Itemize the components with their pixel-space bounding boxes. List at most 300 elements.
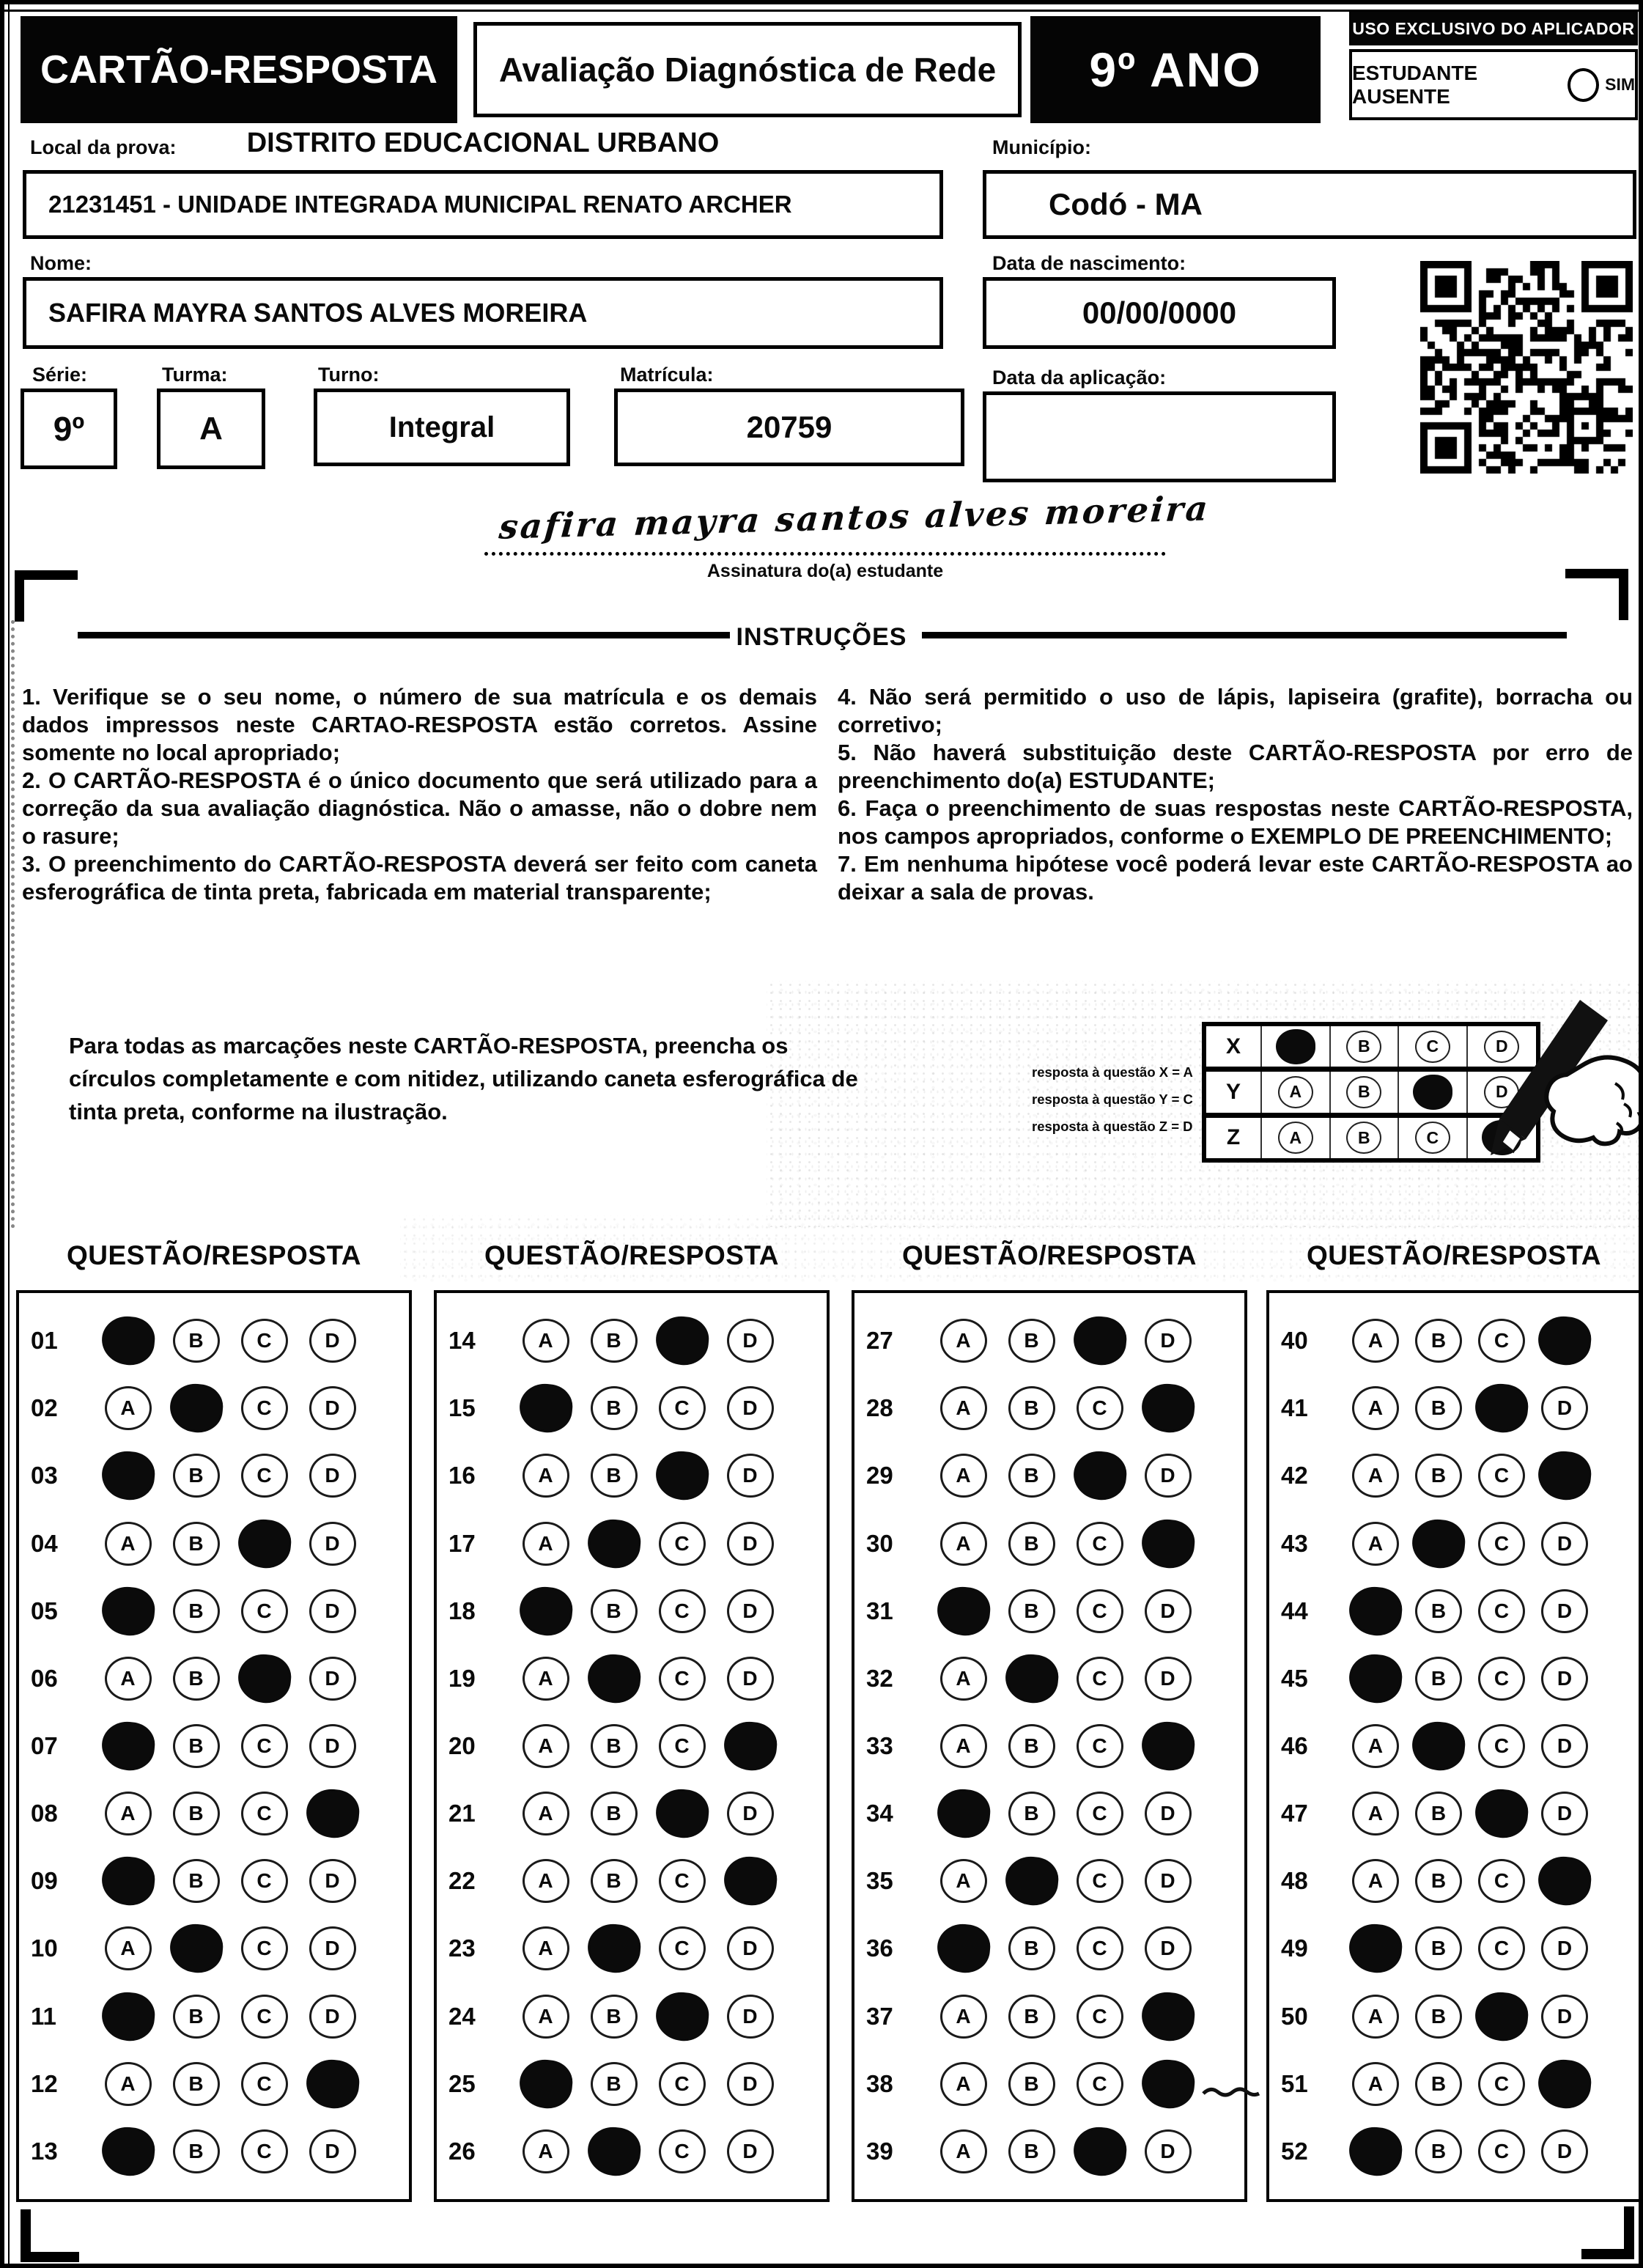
answer-cell <box>648 1317 716 1365</box>
bubble-23-C[interactable]: C <box>659 1926 706 1970</box>
example-bubble: A <box>1278 1122 1313 1154</box>
bubble-10-B-filled[interactable] <box>168 1922 224 1975</box>
stray-pen-mark <box>1202 2083 1260 2101</box>
bubble-07-B[interactable]: B <box>173 1724 220 1768</box>
bubble-26-D[interactable]: D <box>727 2129 774 2173</box>
bubble-21-A[interactable]: A <box>523 1792 569 1836</box>
question-number: 22 <box>448 1867 476 1895</box>
bubble-10-C[interactable]: C <box>241 1926 288 1970</box>
answer-cell <box>1533 1724 1596 1768</box>
bubble-27-D[interactable]: D <box>1145 1319 1192 1363</box>
answer-row <box>437 1992 827 2041</box>
bubble-48-D-filled[interactable] <box>1536 1855 1592 1907</box>
bubble-49-C[interactable]: C <box>1478 1926 1525 1970</box>
bubble-24-C-filled[interactable] <box>654 1990 710 2043</box>
bubble-44-A-filled[interactable] <box>1347 1585 1403 1638</box>
turma-field <box>157 389 265 469</box>
bubble-29-C-filled[interactable] <box>1071 1449 1128 1502</box>
bubble-46-B-filled[interactable] <box>1410 1720 1466 1772</box>
answer-cell <box>997 1589 1066 1633</box>
bubble-17-A[interactable]: A <box>523 1522 569 1566</box>
bubble-47-B[interactable]: B <box>1415 1792 1462 1836</box>
bubble-12-C[interactable]: C <box>241 2062 288 2106</box>
question-number: 32 <box>866 1664 893 1692</box>
bubble-07-D[interactable]: D <box>309 1724 356 1768</box>
bubble-19-C[interactable]: C <box>659 1657 706 1701</box>
bubble-17-B-filled[interactable] <box>586 1517 642 1570</box>
answer-row <box>437 1520 827 1568</box>
bubble-24-B[interactable]: B <box>591 1995 638 2039</box>
answer-row <box>854 1520 1244 1568</box>
bubble-19-A[interactable]: A <box>523 1657 569 1701</box>
bubble-40-C[interactable]: C <box>1478 1319 1525 1363</box>
bubble-32-C[interactable]: C <box>1077 1657 1123 1701</box>
answer-cell <box>929 1859 997 1903</box>
bubble-31-D[interactable]: D <box>1145 1589 1192 1633</box>
bubble-34-C[interactable]: C <box>1077 1792 1123 1836</box>
bubble-52-D[interactable]: D <box>1541 2129 1588 2173</box>
bubble-03-C[interactable]: C <box>241 1454 288 1498</box>
answer-cell <box>1134 1859 1202 1903</box>
bubble-16-C-filled[interactable] <box>654 1449 710 1502</box>
question-number: 35 <box>866 1867 893 1895</box>
bubble-36-D[interactable]: D <box>1145 1926 1192 1970</box>
bubble-22-B[interactable]: B <box>591 1859 638 1903</box>
bubble-18-D[interactable]: D <box>727 1589 774 1633</box>
bubble-22-C[interactable]: C <box>659 1859 706 1903</box>
bubble-14-D[interactable]: D <box>727 1319 774 1363</box>
bubble-38-A[interactable]: A <box>940 2062 987 2106</box>
bubble-42-C[interactable]: C <box>1478 1454 1525 1498</box>
bubble-11-D[interactable]: D <box>309 1995 356 2039</box>
answer-row <box>854 1587 1244 1635</box>
bubble-16-D[interactable]: D <box>727 1454 774 1498</box>
bubble-26-B-filled[interactable] <box>586 2125 642 2178</box>
aplicador-panel <box>1349 12 1638 120</box>
bubble-29-D[interactable]: D <box>1145 1454 1192 1498</box>
answer-row <box>437 1722 827 1770</box>
bubble-44-C[interactable]: C <box>1478 1589 1525 1633</box>
bubble-32-D[interactable]: D <box>1145 1657 1192 1701</box>
bubble-45-C[interactable]: C <box>1478 1657 1525 1701</box>
answer-cell <box>230 1724 298 1768</box>
bubble-50-C-filled[interactable] <box>1473 1990 1529 2043</box>
bubble-42-A[interactable]: A <box>1352 1454 1399 1498</box>
answer-cell <box>1066 2127 1134 2176</box>
answer-cell <box>1533 1451 1596 1500</box>
answer-cell <box>1407 1657 1470 1701</box>
answer-cell <box>1470 1522 1533 1566</box>
bubble-09-C[interactable]: C <box>241 1859 288 1903</box>
answer-cell <box>1533 1317 1596 1365</box>
bubble-18-A-filled[interactable] <box>517 1585 574 1638</box>
bubble-25-C[interactable]: C <box>659 2062 706 2106</box>
question-number: 40 <box>1281 1327 1308 1355</box>
answer-cell <box>162 2129 230 2173</box>
instructions-column-right <box>838 683 1633 906</box>
example-bubble: A <box>1278 1076 1313 1108</box>
bubble-12-D-filled[interactable] <box>304 2058 361 2110</box>
bubble-09-D[interactable]: D <box>309 1859 356 1903</box>
bubble-23-A[interactable]: A <box>523 1926 569 1970</box>
bubble-50-B[interactable]: B <box>1415 1995 1462 2039</box>
corner-mark-top-right <box>1565 569 1628 620</box>
bubble-25-A-filled[interactable] <box>517 2058 574 2110</box>
bubble-02-B-filled[interactable] <box>168 1382 224 1435</box>
bubble-27-C-filled[interactable] <box>1071 1314 1128 1367</box>
bubble-34-B[interactable]: B <box>1008 1792 1055 1836</box>
bubble-37-A[interactable]: A <box>940 1995 987 2039</box>
bubble-25-D[interactable]: D <box>727 2062 774 2106</box>
bubble-01-A-filled[interactable] <box>100 1314 156 1367</box>
answer-row <box>19 1992 409 2041</box>
bubble-12-B[interactable]: B <box>173 2062 220 2106</box>
bubble-22-A[interactable]: A <box>523 1859 569 1903</box>
turno-field <box>314 389 570 466</box>
answer-cell <box>230 1792 298 1836</box>
answer-cell <box>94 1857 162 1905</box>
bubble-20-A[interactable]: A <box>523 1724 569 1768</box>
bubble-31-A-filled[interactable] <box>935 1585 992 1638</box>
answer-cell <box>1066 1522 1134 1566</box>
question-number: 12 <box>31 2069 58 2097</box>
aplicacao-label: Data da aplicação: <box>992 367 1167 389</box>
bubble-14-C-filled[interactable] <box>654 1314 710 1367</box>
answer-row <box>854 2127 1244 2176</box>
bubble-39-A[interactable]: A <box>940 2129 987 2173</box>
bubble-47-D[interactable]: D <box>1541 1792 1588 1836</box>
bubble-10-D[interactable]: D <box>309 1926 356 1970</box>
card-title-banner <box>21 16 457 123</box>
bubble-50-D[interactable]: D <box>1541 1995 1588 2039</box>
bubble-36-C[interactable]: C <box>1077 1926 1123 1970</box>
bubble-33-D-filled[interactable] <box>1140 1720 1196 1772</box>
answer-cell <box>512 2060 580 2108</box>
bubble-51-D-filled[interactable] <box>1536 2058 1592 2110</box>
bubble-38-B[interactable]: B <box>1008 2062 1055 2106</box>
bubble-51-C[interactable]: C <box>1478 2062 1525 2106</box>
bubble-18-B[interactable]: B <box>591 1589 638 1633</box>
bubble-15-D[interactable]: D <box>727 1386 774 1430</box>
bubble-49-D[interactable]: D <box>1541 1926 1588 1970</box>
bubble-10-A[interactable]: A <box>105 1926 152 1970</box>
answer-cell <box>648 1789 716 1838</box>
aplicador-bar-label: USO EXCLUSIVO DO APLICADOR <box>1352 18 1635 38</box>
question-number: 07 <box>31 1731 58 1759</box>
answer-row <box>19 1722 409 1770</box>
bubble-14-A[interactable]: A <box>523 1319 569 1363</box>
bubble-33-C[interactable]: C <box>1077 1724 1123 1768</box>
bubble-16-B[interactable]: B <box>591 1454 638 1498</box>
school-field <box>23 170 943 239</box>
answer-cell <box>512 1859 580 1903</box>
bubble-33-A[interactable]: A <box>940 1724 987 1768</box>
bubble-42-B[interactable]: B <box>1415 1454 1462 1498</box>
bubble-07-A-filled[interactable] <box>100 1720 156 1772</box>
bubble-14-B[interactable]: B <box>591 1319 638 1363</box>
answer-cell <box>298 1789 366 1838</box>
answer-cell <box>298 1522 366 1566</box>
bubble-08-D-filled[interactable] <box>304 1787 361 1840</box>
bubble-28-A[interactable]: A <box>940 1386 987 1430</box>
bubble-44-D[interactable]: D <box>1541 1589 1588 1633</box>
answer-cell <box>1344 1654 1407 1703</box>
bubble-17-D[interactable]: D <box>727 1522 774 1566</box>
bubble-39-C-filled[interactable] <box>1071 2125 1128 2178</box>
bubble-28-D-filled[interactable] <box>1140 1382 1196 1435</box>
question-number: 36 <box>866 1934 893 1962</box>
answer-row <box>19 1924 409 1973</box>
bubble-46-C[interactable]: C <box>1478 1724 1525 1768</box>
answer-cell <box>1344 2127 1407 2176</box>
corner-mark-top-left <box>15 570 78 622</box>
bubble-32-B-filled[interactable] <box>1003 1652 1060 1705</box>
bubble-12-A[interactable]: A <box>105 2062 152 2106</box>
bubble-06-A[interactable]: A <box>105 1657 152 1701</box>
bubble-24-D[interactable]: D <box>727 1995 774 2039</box>
answer-cell <box>716 1522 784 1566</box>
question-number: 37 <box>866 2002 893 2030</box>
answer-cell <box>230 1386 298 1430</box>
bubble-01-B[interactable]: B <box>173 1319 220 1363</box>
instructions-block <box>22 683 1633 906</box>
answer-cell <box>580 1454 648 1498</box>
bubble-05-A-filled[interactable] <box>100 1585 156 1638</box>
bubble-40-A[interactable]: A <box>1352 1319 1399 1363</box>
bubble-48-B[interactable]: B <box>1415 1859 1462 1903</box>
answer-row <box>19 1520 409 1568</box>
bubble-41-D[interactable]: D <box>1541 1386 1588 1430</box>
bubble-52-C[interactable]: C <box>1478 2129 1525 2173</box>
bubble-15-A-filled[interactable] <box>517 1382 574 1435</box>
aplicacao-field[interactable] <box>983 391 1336 482</box>
bubble-35-C[interactable]: C <box>1077 1859 1123 1903</box>
absent-mark-circle[interactable] <box>1568 68 1599 102</box>
bubble-46-D[interactable]: D <box>1541 1724 1588 1768</box>
answer-column-title-3: QUESTÃO/RESPOSTA <box>901 1240 1197 1270</box>
bubble-43-D[interactable]: D <box>1541 1522 1588 1566</box>
bubble-21-B[interactable]: B <box>591 1792 638 1836</box>
bubble-34-D[interactable]: D <box>1145 1792 1192 1836</box>
answer-cell <box>929 1724 997 1768</box>
bubble-50-A[interactable]: A <box>1352 1995 1399 2039</box>
bubble-45-D[interactable]: D <box>1541 1657 1588 1701</box>
bubble-05-B[interactable]: B <box>173 1589 220 1633</box>
bubble-40-D-filled[interactable] <box>1536 1314 1592 1367</box>
example-row-label: Z <box>1206 1118 1262 1158</box>
bubble-48-C[interactable]: C <box>1478 1859 1525 1903</box>
bubble-37-C[interactable]: C <box>1077 1995 1123 2039</box>
bubble-43-C[interactable]: C <box>1478 1522 1525 1566</box>
bubble-18-C[interactable]: C <box>659 1589 706 1633</box>
bubble-27-A[interactable]: A <box>940 1319 987 1363</box>
answer-cell <box>162 1454 230 1498</box>
bubble-02-D[interactable]: D <box>309 1386 356 1430</box>
answer-cell <box>929 1454 997 1498</box>
bubble-11-B[interactable]: B <box>173 1995 220 2039</box>
bubble-30-D-filled[interactable] <box>1140 1517 1196 1570</box>
answer-cell <box>298 2129 366 2173</box>
bubble-11-A-filled[interactable] <box>100 1990 156 2043</box>
bubble-20-B[interactable]: B <box>591 1724 638 1768</box>
bubble-08-C[interactable]: C <box>241 1792 288 1836</box>
bubble-52-A-filled[interactable] <box>1347 2125 1403 2178</box>
question-number: 18 <box>448 1597 476 1624</box>
bubble-31-C[interactable]: C <box>1077 1589 1123 1633</box>
bubble-01-C[interactable]: C <box>241 1319 288 1363</box>
answer-cell <box>230 1520 298 1568</box>
bubble-15-B[interactable]: B <box>591 1386 638 1430</box>
answer-row <box>1269 1722 1639 1770</box>
bubble-03-B[interactable]: B <box>173 1454 220 1498</box>
answer-cell <box>1470 2129 1533 2173</box>
bubble-05-C[interactable]: C <box>241 1589 288 1633</box>
answer-cell <box>929 1386 997 1430</box>
bubble-39-D[interactable]: D <box>1145 2129 1192 2173</box>
bubble-38-C[interactable]: C <box>1077 2062 1123 2106</box>
bubble-23-D[interactable]: D <box>727 1926 774 1970</box>
bubble-48-A[interactable]: A <box>1352 1859 1399 1903</box>
card-title: CARTÃO-RESPOSTA <box>40 48 437 92</box>
bubble-21-C-filled[interactable] <box>654 1787 710 1840</box>
bubble-44-B[interactable]: B <box>1415 1589 1462 1633</box>
bubble-09-B[interactable]: B <box>173 1859 220 1903</box>
bubble-35-B-filled[interactable] <box>1003 1855 1060 1907</box>
bubble-13-C[interactable]: C <box>241 2129 288 2173</box>
answer-cell <box>94 1722 162 1770</box>
bubble-22-D-filled[interactable] <box>722 1855 778 1907</box>
bubble-30-A[interactable]: A <box>940 1522 987 1566</box>
bubble-02-C[interactable]: C <box>241 1386 288 1430</box>
bubble-51-A[interactable]: A <box>1352 2062 1399 2106</box>
bubble-36-B[interactable]: B <box>1008 1926 1055 1970</box>
bubble-28-B[interactable]: B <box>1008 1386 1055 1430</box>
scan-perforation-texture <box>11 620 15 1229</box>
bubble-13-A-filled[interactable] <box>100 2125 156 2178</box>
answer-cell <box>298 1926 366 1970</box>
bubble-11-C[interactable]: C <box>241 1995 288 2039</box>
bubble-26-C[interactable]: C <box>659 2129 706 2173</box>
bubble-41-C-filled[interactable] <box>1473 1382 1529 1435</box>
answer-cell <box>648 1859 716 1903</box>
answer-cell <box>94 2127 162 2176</box>
bubble-43-B-filled[interactable] <box>1410 1517 1466 1570</box>
bubble-15-C[interactable]: C <box>659 1386 706 1430</box>
bubble-43-A[interactable]: A <box>1352 1522 1399 1566</box>
bubble-37-D-filled[interactable] <box>1140 1990 1196 2043</box>
bubble-19-B-filled[interactable] <box>586 1652 642 1705</box>
grade-label: 9º ANO <box>1089 43 1262 97</box>
bubble-19-D[interactable]: D <box>727 1657 774 1701</box>
bubble-06-C-filled[interactable] <box>236 1652 292 1705</box>
bubble-04-A[interactable]: A <box>105 1522 152 1566</box>
question-number: 47 <box>1281 1800 1308 1827</box>
bubble-04-D[interactable]: D <box>309 1522 356 1566</box>
bubble-45-B[interactable]: B <box>1415 1657 1462 1701</box>
bubble-16-A[interactable]: A <box>523 1454 569 1498</box>
bubble-06-B[interactable]: B <box>173 1657 220 1701</box>
bubble-13-D[interactable]: D <box>309 2129 356 2173</box>
bubble-04-B[interactable]: B <box>173 1522 220 1566</box>
bubble-20-D-filled[interactable] <box>722 1720 778 1772</box>
bubble-32-A[interactable]: A <box>940 1657 987 1701</box>
absent-option-label: SIM <box>1605 75 1635 94</box>
bubble-36-A-filled[interactable] <box>935 1922 992 1975</box>
answer-cell <box>648 1992 716 2041</box>
bubble-31-B[interactable]: B <box>1008 1589 1055 1633</box>
bubble-42-D-filled[interactable] <box>1536 1449 1592 1502</box>
bubble-34-A-filled[interactable] <box>935 1787 992 1840</box>
bubble-37-B[interactable]: B <box>1008 1995 1055 2039</box>
bubble-20-C[interactable]: C <box>659 1724 706 1768</box>
serie-field <box>21 389 117 469</box>
bubble-01-D[interactable]: D <box>309 1319 356 1363</box>
bubble-28-C[interactable]: C <box>1077 1386 1123 1430</box>
bubble-41-B[interactable]: B <box>1415 1386 1462 1430</box>
bubble-46-A[interactable]: A <box>1352 1724 1399 1768</box>
bubble-09-A-filled[interactable] <box>100 1855 156 1907</box>
bubble-40-B[interactable]: B <box>1415 1319 1462 1363</box>
bubble-26-A[interactable]: A <box>523 2129 569 2173</box>
bubble-07-C[interactable]: C <box>241 1724 288 1768</box>
bubble-06-D[interactable]: D <box>309 1657 356 1701</box>
bubble-03-D[interactable]: D <box>309 1454 356 1498</box>
bubble-29-B[interactable]: B <box>1008 1454 1055 1498</box>
bubble-02-A[interactable]: A <box>105 1386 152 1430</box>
bubble-29-A[interactable]: A <box>940 1454 987 1498</box>
question-number: 21 <box>448 1800 476 1827</box>
answer-cell <box>512 1454 580 1498</box>
answer-cell <box>1344 1859 1407 1903</box>
bubble-52-B[interactable]: B <box>1415 2129 1462 2173</box>
bubble-05-D[interactable]: D <box>309 1589 356 1633</box>
answer-cell <box>1533 1386 1596 1430</box>
bubble-04-C-filled[interactable] <box>236 1517 292 1570</box>
example-grid-cell <box>1399 1118 1468 1158</box>
bubble-17-C[interactable]: C <box>659 1522 706 1566</box>
bubble-30-C[interactable]: C <box>1077 1522 1123 1566</box>
bubble-08-A[interactable]: A <box>105 1792 152 1836</box>
bubble-21-D[interactable]: D <box>727 1792 774 1836</box>
answer-row <box>854 2060 1244 2108</box>
bubble-30-B[interactable]: B <box>1008 1522 1055 1566</box>
bubble-33-B[interactable]: B <box>1008 1724 1055 1768</box>
bubble-49-B[interactable]: B <box>1415 1926 1462 1970</box>
bubble-38-D-filled[interactable] <box>1140 2058 1196 2110</box>
bubble-25-B[interactable]: B <box>591 2062 638 2106</box>
bubble-47-C-filled[interactable] <box>1473 1787 1529 1840</box>
answer-cell <box>1470 1319 1533 1363</box>
bubble-24-A[interactable]: A <box>523 1995 569 2039</box>
bubble-51-B[interactable]: B <box>1415 2062 1462 2106</box>
bubble-13-B[interactable]: B <box>173 2129 220 2173</box>
bubble-35-D[interactable]: D <box>1145 1859 1192 1903</box>
bubble-27-B[interactable]: B <box>1008 1319 1055 1363</box>
question-number: 20 <box>448 1731 476 1759</box>
bubble-03-A-filled[interactable] <box>100 1449 156 1502</box>
bubble-23-B-filled[interactable] <box>586 1922 642 1975</box>
bubble-08-B[interactable]: B <box>173 1792 220 1836</box>
question-number: 23 <box>448 1934 476 1962</box>
answer-cell <box>94 1587 162 1635</box>
bubble-35-A[interactable]: A <box>940 1859 987 1903</box>
bubble-39-B[interactable]: B <box>1008 2129 1055 2173</box>
bubble-49-A-filled[interactable] <box>1347 1922 1403 1975</box>
district-title: DISTRITO EDUCACIONAL URBANO <box>246 128 720 158</box>
bubble-47-A[interactable]: A <box>1352 1792 1399 1836</box>
bubble-41-A[interactable]: A <box>1352 1386 1399 1430</box>
bubble-45-A-filled[interactable] <box>1347 1652 1403 1705</box>
